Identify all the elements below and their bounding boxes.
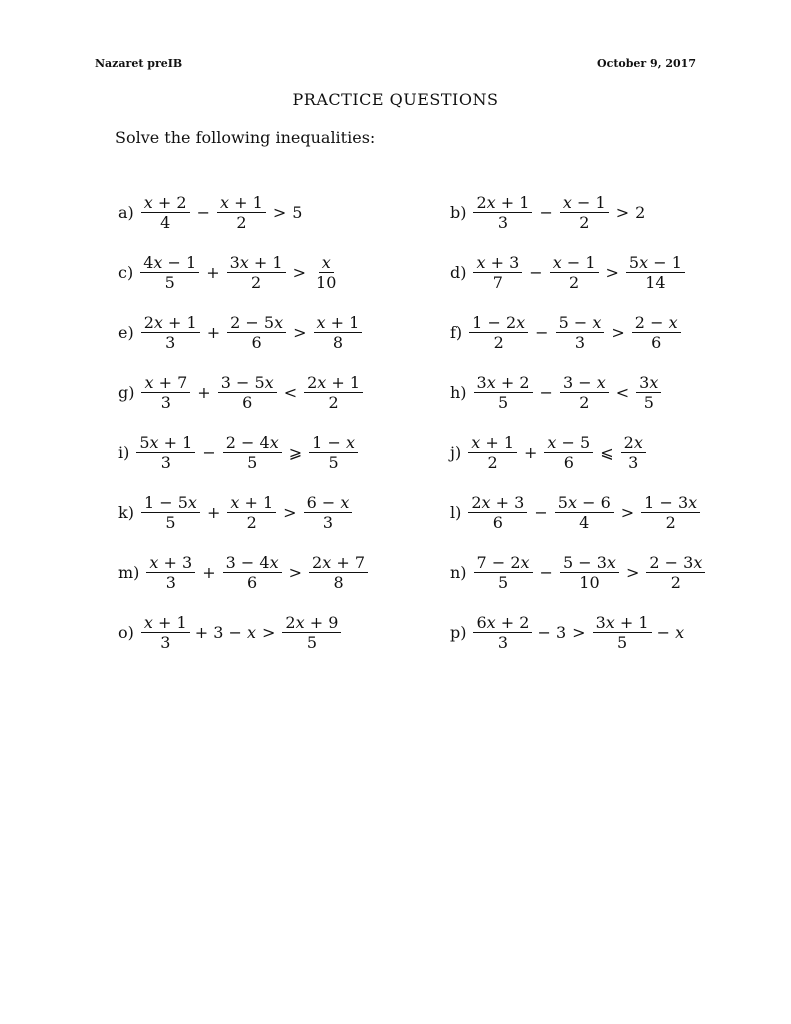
denominator: 6 [242,393,253,412]
fraction [560,373,609,412]
fraction [141,373,190,412]
denominator: 3 [574,333,586,352]
numerator: 3 − 4x [223,553,282,573]
numerator: x − 1 [560,193,609,213]
numerator: x − 5 [544,433,593,453]
problem-g [118,373,366,412]
numerator: 5x − 6 [555,493,614,513]
problem-label: m) [118,563,140,582]
problem-f [450,313,684,352]
operator: > [605,263,619,282]
denominator: 2 [579,393,590,412]
term: 2 [635,203,646,222]
numerator: 3x + 2 [474,373,533,393]
numerator: x + 1 [217,193,266,213]
denominator: 8 [333,573,344,592]
numerator: 1 − 3x [641,493,700,513]
fraction [141,193,190,232]
operator: − [539,563,553,582]
fraction [626,253,685,292]
fraction [309,433,358,472]
numerator: 5x + 1 [136,433,195,453]
fraction [474,373,533,412]
numerator: 2x + 1 [473,193,532,213]
fraction [227,253,286,292]
fraction [136,433,195,472]
problem-label: n) [450,563,467,582]
problem-p [450,613,686,652]
term: − x [656,623,685,642]
numerator: 5 − 3x [560,553,619,573]
operator: > [615,203,630,222]
operator: > [572,623,586,642]
fraction [141,313,200,352]
numerator: x + 2 [141,193,190,213]
denominator: 5 [165,513,176,532]
denominator: 6 [563,453,574,472]
fraction [146,553,195,592]
fraction [560,193,609,232]
operator: + [206,323,221,342]
denominator: 7 [492,273,503,292]
problem-b [450,193,647,232]
numerator: 2x + 3 [468,493,527,513]
fraction [218,373,277,412]
operator: − [535,323,549,342]
problem-label: b) [450,203,467,222]
operator: + [206,503,221,522]
denominator: 2 [487,453,498,472]
numerator: 3x [636,373,661,393]
numerator: 3 − 5x [218,373,277,393]
numerator: 6x + 2 [473,613,532,633]
fraction [309,553,368,592]
fraction [227,493,276,532]
fraction [468,493,527,532]
operator: > [611,323,625,342]
denominator: 2 [493,333,504,352]
problem-m [118,553,371,592]
problem-label: i) [118,443,130,462]
fraction [636,373,661,412]
operator: > [272,203,287,222]
operator: > [620,503,635,522]
fraction [593,613,652,652]
operator: > [293,323,307,342]
problem-a [118,193,304,232]
problem-j [450,433,649,472]
numerator: 3x + 1 [593,613,652,633]
fraction [223,553,282,592]
denominator: 2 [236,213,247,232]
fraction [544,433,593,472]
denominator: 6 [651,333,662,352]
fraction [555,493,614,532]
operator: > [262,623,276,642]
denominator: 2 [670,573,681,592]
numerator: 5x − 1 [626,253,685,273]
numerator: 2x + 1 [141,313,200,333]
problem-label: l) [450,503,462,522]
operator: − [539,203,553,222]
denominator: 5 [328,453,339,472]
problem-label: k) [118,503,134,522]
fraction [313,253,339,292]
problem-k [118,493,355,532]
denominator: 2 [328,393,339,412]
denominator: 2 [665,513,676,532]
operator: ⩾ [288,443,303,462]
denominator: 3 [165,573,176,592]
denominator: 5 [643,393,654,412]
term: + 3 − x [194,623,256,642]
numerator: 6 − x [304,493,353,513]
fraction [304,493,353,532]
instructions: Solve the following inequalities: [115,128,376,147]
fraction [314,313,363,352]
denominator: 3 [165,333,176,352]
denominator: 5 [497,393,509,412]
denominator: 3 [160,633,171,652]
numerator: 2x + 1 [304,373,363,393]
problem-o [118,613,344,652]
denominator: 5 [616,633,628,652]
denominator: 6 [492,513,503,532]
fraction [556,313,605,352]
denominator: 6 [247,573,258,592]
denominator: 3 [160,453,171,472]
denominator: 4 [579,513,590,532]
operator: < [615,383,630,402]
operator: > [292,263,307,282]
denominator: 8 [332,333,344,352]
numerator: 2 − 3x [646,553,705,573]
numerator: x − 1 [550,253,599,273]
operator: − [202,443,216,462]
numerator: 1 − 5x [141,493,200,513]
denominator: 4 [160,213,171,232]
operator: + [197,383,211,402]
denominator: 3 [628,453,639,472]
numerator: 2 − 5x [227,313,286,333]
page-title: PRACTICE QUESTIONS [292,90,499,109]
operator: − [539,383,553,402]
problem-h [450,373,664,412]
operator: − [196,203,210,222]
numerator: 2 − x [632,313,681,333]
fraction [282,613,341,652]
denominator: 3 [497,213,509,232]
numerator: x + 3 [146,553,195,573]
fraction [474,553,533,592]
fraction [641,493,700,532]
denominator: 10 [316,273,337,292]
denominator: 5 [306,633,317,652]
numerator: 2x + 7 [309,553,368,573]
problem-i [118,433,361,472]
numerator: x + 1 [314,313,363,333]
numerator: x + 3 [473,253,522,273]
fraction [473,193,532,232]
operator: − [534,503,548,522]
operator: > [288,563,303,582]
operator: + [206,263,220,282]
denominator: 14 [645,273,666,292]
term: − 3 [537,623,567,642]
operator: < [283,383,298,402]
denominator: 10 [579,573,600,592]
fraction [227,313,286,352]
numerator: 2 − 4x [223,433,282,453]
operator: ⩽ [600,443,614,462]
fraction [304,373,363,412]
numerator: x + 1 [468,433,517,453]
denominator: 2 [569,273,580,292]
numerator: 7 − 2x [474,553,533,573]
denominator: 2 [251,273,262,292]
denominator: 2 [579,213,590,232]
header-date: October 9, 2017 [597,57,696,70]
fraction [223,433,282,472]
problem-label: c) [118,263,134,282]
problem-label: h) [450,383,467,402]
denominator: 5 [497,573,509,592]
denominator: 3 [160,393,171,412]
fraction [141,613,190,652]
denominator: 5 [164,273,175,292]
fraction [646,553,705,592]
fraction [621,433,646,472]
fraction [468,433,517,472]
denominator: 6 [251,333,262,352]
numerator: 2x + 9 [282,613,341,633]
denominator: 3 [322,513,334,532]
fraction [473,253,522,292]
problem-label: p) [450,623,467,642]
numerator: 2x [621,433,646,453]
problem-c [118,253,342,292]
fraction [560,553,619,592]
problem-label: g) [118,383,135,402]
header-left-text: Nazaret preIB [95,57,183,70]
numerator: x + 7 [141,373,190,393]
fraction [217,193,266,232]
numerator: x + 1 [227,493,276,513]
numerator: 1 − 2x [469,313,528,333]
fraction [473,613,532,652]
term: 5 [292,203,303,222]
numerator: 3 − x [560,373,609,393]
operator: + [524,443,538,462]
fraction [140,253,199,292]
denominator: 5 [247,453,258,472]
problem-label: d) [450,263,467,282]
problem-label: o) [118,623,134,642]
operator: > [283,503,297,522]
numerator: 5 − x [556,313,605,333]
denominator: 2 [246,513,257,532]
fraction [141,493,200,532]
numerator: x + 1 [141,613,190,633]
denominator: 3 [497,633,509,652]
operator: − [529,263,543,282]
fraction [632,313,681,352]
fraction [469,313,528,352]
problem-label: e) [118,323,134,342]
operator: + [202,563,216,582]
operator: > [625,563,640,582]
numerator: 3x + 1 [227,253,286,273]
numerator: 1 − x [309,433,358,453]
problem-n [450,553,708,592]
fraction [550,253,599,292]
problem-label: j) [450,443,462,462]
problem-l [450,493,703,532]
problem-e [118,313,365,352]
problem-label: a) [118,203,134,222]
problem-label: f) [450,323,463,342]
problem-d [450,253,688,292]
numerator: 4x − 1 [140,253,199,273]
numerator: x [319,253,334,273]
